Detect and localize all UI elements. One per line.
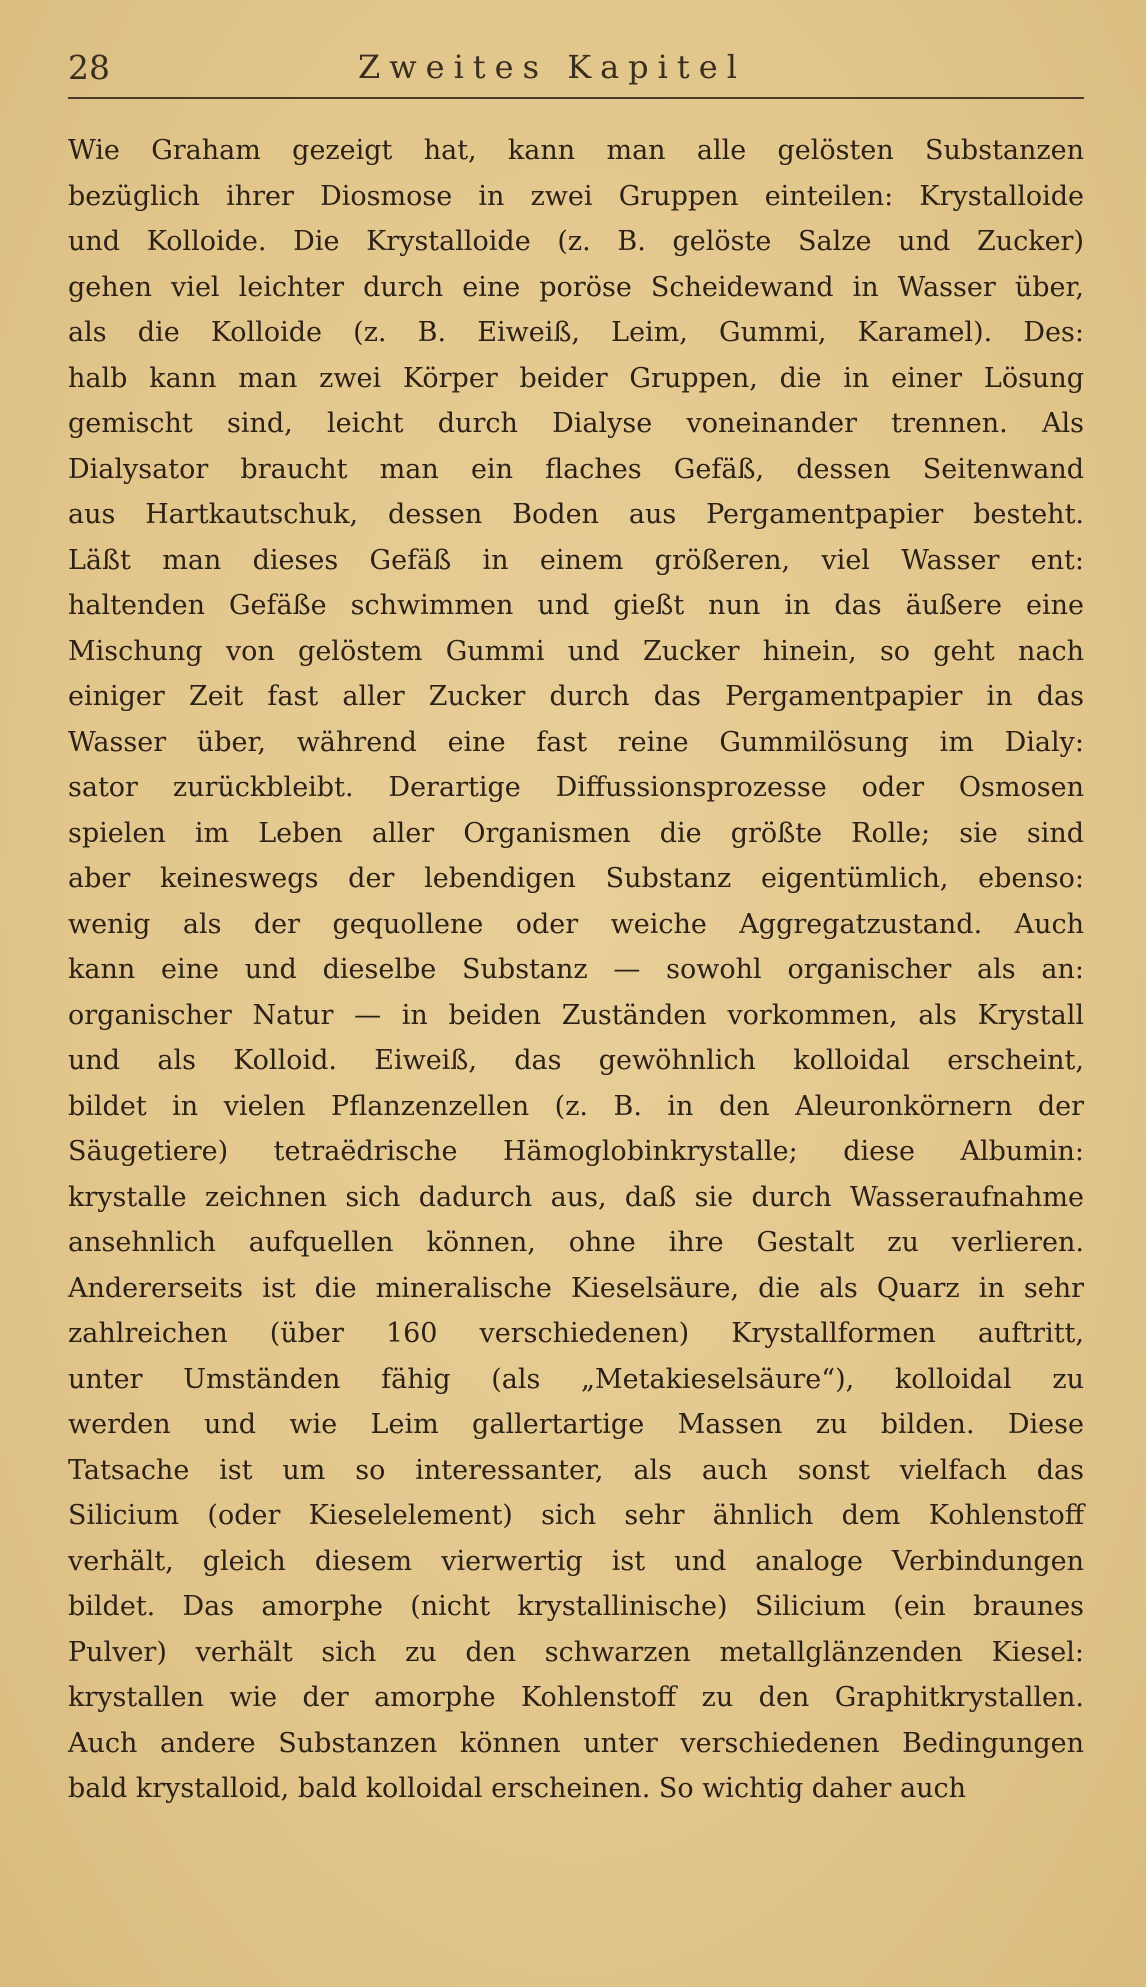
text-line: krystalle zeichnen sich dadurch aus, daß sie durch Wasseraufnahme <box>68 1181 1084 1213</box>
text-line: Wasser über, während eine fast reine Gummilösung im Dialy: <box>68 726 1084 758</box>
text-line: aber keineswegs der lebendigen Substanz eigentümlich, ebenso: <box>68 863 1084 894</box>
body-text <box>68 128 1084 1812</box>
text-line: spielen im Leben aller Organismen die größte Rolle; sie sind <box>68 817 1084 849</box>
text-line: als die Kolloide (z. B. Eiweiß, Leim, Gummi, Karamel). Des: <box>68 317 1084 348</box>
page-number: 28 <box>68 48 110 87</box>
text-line: werden und wie Leim gallertartige Massen zu bilden. Diese <box>68 1409 1084 1440</box>
text-line: Pulver) verhält sich zu den schwarzen metallglänzenden Kiesel: <box>68 1636 1084 1668</box>
text-line: organischer Natur — in beiden Zuständen vorkommen, als Krystall <box>68 999 1084 1031</box>
text-line: Säugetiere) tetraëdrische Hämoglobinkrystalle; diese Albumin: <box>68 1136 1084 1167</box>
text-line: aus Hartkautschuk, dessen Boden aus Pergamentpapier besteht. <box>68 499 1084 530</box>
text-line: Dialysator braucht man ein flaches Gefäß, dessen Seitenwand <box>68 453 1084 485</box>
text-line: einiger Zeit fast aller Zucker durch das Pergamentpapier in das <box>68 681 1084 712</box>
text-line: bildet. Das amorphe (nicht krystallinische) Silicium (ein braunes <box>68 1591 1084 1622</box>
text-line: Auch andere Substanzen können unter verschiedenen Bedingungen <box>68 1727 1084 1759</box>
text-line: verhält, gleich diesem vierwertig ist und analoge Verbindungen <box>68 1545 1084 1577</box>
text-line: bildet in vielen Pflanzenzellen (z. B. in den Aleuronkörnern der <box>68 1090 1084 1122</box>
text-line: bald krystalloid, bald kolloidal erscheinen. So wichtig daher auch <box>68 1773 967 1804</box>
text-line: ansehnlich aufquellen können, ohne ihre Gestalt zu verlieren. <box>68 1227 1084 1258</box>
text-line: Läßt man dieses Gefäß in einem größeren, viel Wasser ent: <box>68 544 1084 576</box>
page-header <box>68 48 1084 100</box>
running-head: Zweites Kapitel <box>358 48 746 86</box>
text-line: Mischung von gelöstem Gummi und Zucker hinein, so geht nach <box>68 635 1084 667</box>
text-line: gemischt sind, leicht durch Dialyse voneinander trennen. Als <box>68 408 1084 439</box>
text-line: Wie Graham gezeigt hat, kann man alle gelösten Substanzen <box>68 135 1084 166</box>
text-line: kann eine und dieselbe Substanz — sowohl organischer als an: <box>68 954 1084 985</box>
text-line: sator zurückbleibt. Derartige Diffussionsprozesse oder Osmosen <box>68 772 1084 803</box>
text-line: wenig als der gequollene oder weiche Aggregatzustand. Auch <box>68 908 1084 940</box>
text-line: und als Kolloid. Eiweiß, das gewöhnlich kolloidal erscheint, <box>68 1045 1084 1076</box>
text-line: und Kolloide. Die Krystalloide (z. B. gelöste Salze und Zucker) <box>68 226 1084 257</box>
text-line: haltenden Gefäße schwimmen und gießt nun in das äußere eine <box>68 590 1084 621</box>
text-line: bezüglich ihrer Diosmose in zwei Gruppen einteilen: Krystalloide <box>68 180 1084 212</box>
text-line: Silicium (oder Kieselelement) sich sehr ähnlich dem Kohlenstoff <box>68 1500 1084 1531</box>
text-line: unter Umständen fähig (als „Metakieselsäure“), kolloidal zu <box>68 1363 1084 1395</box>
text-line: gehen viel leichter durch eine poröse Scheidewand in Wasser über, <box>68 271 1084 303</box>
text-line: Tatsache ist um so interessanter, als auch sonst vielfach das <box>68 1454 1084 1486</box>
text-line: krystallen wie der amorphe Kohlenstoff zu den Graphitkrystallen. <box>68 1682 1084 1713</box>
text-line: Andererseits ist die mineralische Kieselsäure, die als Quarz in sehr <box>68 1272 1084 1304</box>
text-line: zahlreichen (über 160 verschiedenen) Krystallformen auftritt, <box>68 1318 1084 1349</box>
text-line: halb kann man zwei Körper beider Gruppen, die in einer Lösung <box>68 362 1084 394</box>
header-rule <box>68 97 1084 99</box>
